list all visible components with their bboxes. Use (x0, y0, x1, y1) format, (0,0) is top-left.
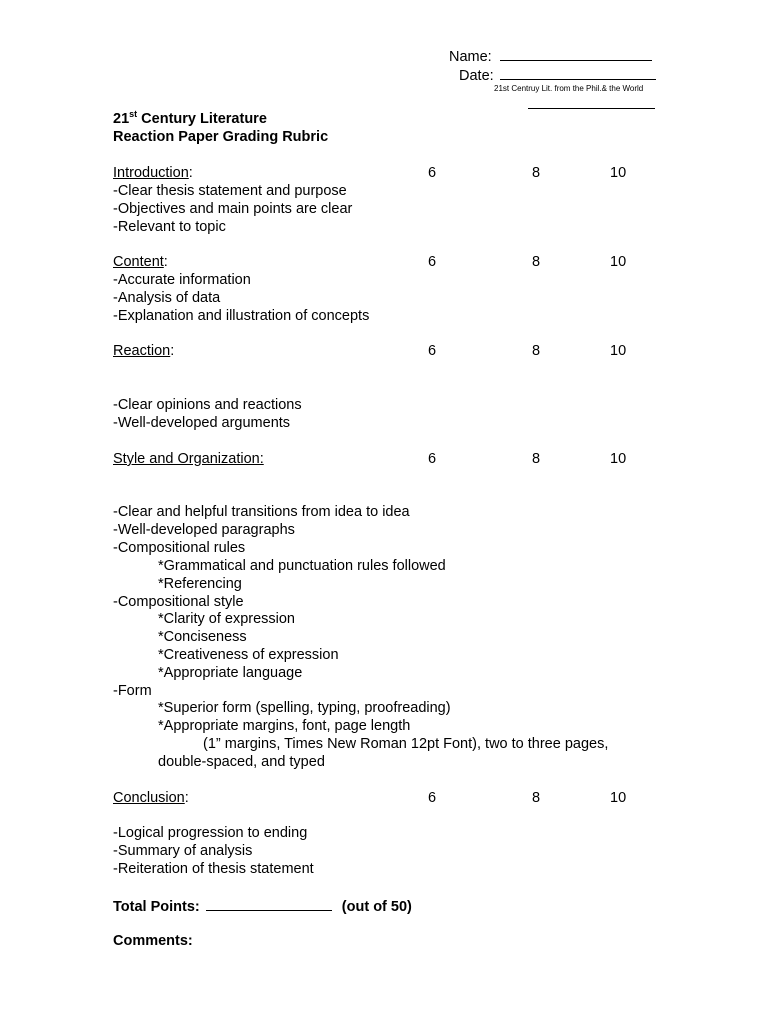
total-label: Total Points: (113, 899, 200, 915)
score-10: 10 (610, 790, 627, 806)
sub-item-detail: double-spaced, and typed (158, 754, 325, 770)
name-field[interactable] (449, 46, 652, 66)
conclusion-heading: Conclusion: (113, 790, 189, 806)
list-item: -Clear and helpful transitions from idea to idea (113, 504, 410, 520)
date-blank[interactable] (500, 65, 656, 80)
list-item: -Logical progression to ending (113, 825, 308, 841)
name-label: Name: (449, 49, 492, 65)
score-8: 8 (532, 451, 541, 467)
list-item: -Accurate information (113, 272, 251, 288)
list-item: -Compositional rules (113, 540, 246, 556)
score-6: 6 (428, 343, 437, 359)
date-label: Date: (459, 68, 494, 84)
score-10: 10 (610, 254, 627, 270)
sub-item: *Conciseness (158, 629, 247, 645)
list-item: -Reiteration of thesis statement (113, 861, 314, 877)
name-blank[interactable] (500, 46, 652, 61)
course-note: 21st Centruy Lit. from the Phil.& the World (494, 84, 644, 93)
reaction-heading: Reaction: (113, 343, 175, 359)
sub-item: *Creativeness of expression (158, 647, 339, 663)
sub-item: *Appropriate language (158, 665, 303, 681)
score-10: 10 (610, 165, 627, 181)
list-item: -Explanation and illustration of concepts (113, 308, 370, 324)
score-8: 8 (532, 343, 541, 359)
score-8: 8 (532, 790, 541, 806)
score-8: 8 (532, 254, 541, 270)
score-8: 8 (532, 165, 541, 181)
list-item: -Well-developed paragraphs (113, 522, 295, 538)
list-item: -Relevant to topic (113, 219, 226, 235)
list-item: -Summary of analysis (113, 843, 253, 859)
sub-item: *Superior form (spelling, typing, proofreading) (158, 700, 451, 716)
sub-item: *Referencing (158, 576, 242, 592)
score-6: 6 (428, 790, 437, 806)
sub-item: *Clarity of expression (158, 611, 295, 627)
extra-blank-line[interactable] (528, 108, 655, 109)
list-item: -Analysis of data (113, 290, 221, 306)
score-10: 10 (610, 451, 627, 467)
total-suffix: (out of 50) (341, 899, 412, 915)
total-blank[interactable] (206, 896, 332, 911)
style-heading: Style and Organization: (113, 451, 264, 467)
list-item: -Form (113, 683, 152, 699)
score-6: 6 (428, 254, 437, 270)
document-subtitle: Reaction Paper Grading Rubric (113, 129, 329, 145)
comments-label: Comments: (113, 933, 193, 949)
list-item: -Compositional style (113, 594, 244, 610)
score-10: 10 (610, 343, 627, 359)
total-points (113, 896, 412, 916)
sub-item: *Grammatical and punctuation rules followed (158, 558, 446, 574)
introduction-heading: Introduction: (113, 165, 193, 181)
list-item: -Clear opinions and reactions (113, 397, 302, 413)
list-item: -Objectives and main points are clear (113, 201, 353, 217)
content-heading: Content: (113, 254, 168, 270)
document-title: 21st Century Literature (113, 109, 267, 127)
sub-item-detail: (1” margins, Times New Roman 12pt Font), two to three pages, (203, 736, 609, 752)
list-item: -Clear thesis statement and purpose (113, 183, 347, 199)
list-item: -Well-developed arguments (113, 415, 291, 431)
score-6: 6 (428, 165, 437, 181)
score-6: 6 (428, 451, 437, 467)
sub-item: *Appropriate margins, font, page length (158, 718, 411, 734)
